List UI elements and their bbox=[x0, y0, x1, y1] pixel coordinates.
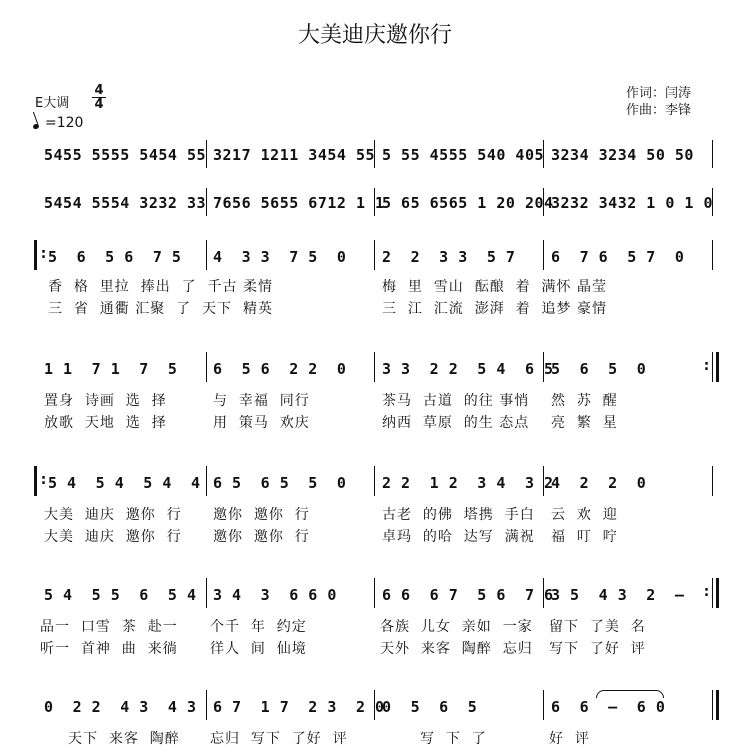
lyric-verse-1: 古老 的佛 塔携 手白 bbox=[382, 507, 535, 523]
repeat-start-dots: : bbox=[39, 470, 49, 488]
lyric-verse-1: 大美 迪庆 邀你 行 bbox=[44, 507, 182, 523]
lyric-verse-2: 邀你 邀你 行 bbox=[213, 529, 310, 545]
lyric-verse-2: 听一 首神 曲 来徜 bbox=[40, 641, 178, 657]
key-signature: E大调 bbox=[35, 96, 70, 111]
measure: 5455 5555 5454 55 bbox=[44, 146, 207, 164]
measure: 3 5 4 3 2 – bbox=[551, 586, 685, 604]
measure: 5 65 6565 1 20 204 bbox=[382, 194, 554, 212]
lyric-verse-1: 与 幸福 同行 bbox=[213, 393, 310, 409]
lyric-verse-2: 卓玛 的哈 达写 满祝 bbox=[382, 529, 535, 545]
lyric: 忘归 写下 了好 评 bbox=[210, 731, 348, 747]
composer-credit: 作曲：李锋 bbox=[626, 103, 692, 118]
measure: 6 5 6 5 5 0 bbox=[213, 474, 347, 492]
measure: 2 2 3 3 5 7 bbox=[382, 248, 516, 266]
measure: 1 1 7 1 7 5 bbox=[44, 360, 178, 378]
measure: 3217 1211 3454 55 bbox=[213, 146, 376, 164]
repeat-start-dots: : bbox=[39, 244, 49, 262]
measure: 6 7 1 7 2 3 2 0 bbox=[213, 698, 385, 716]
lyric: 好 评 bbox=[549, 731, 590, 747]
quarter-note-icon bbox=[32, 123, 39, 130]
measure: 4 2 2 0 bbox=[551, 474, 647, 492]
lyric-verse-2: 大美 迪庆 邀你 行 bbox=[44, 529, 182, 545]
lyric-verse-1: 云 欢 迎 bbox=[551, 507, 618, 523]
measure: 5 55 4555 540 405 bbox=[382, 146, 545, 164]
time-signature-top: 4 bbox=[94, 83, 104, 98]
lyric: 写 下 了 bbox=[420, 731, 487, 747]
measure: 3232 3432 1 0 1 0 bbox=[551, 194, 714, 212]
measure: 0 5 6 5 bbox=[382, 698, 478, 716]
lyric-verse-2: 福 叮 咛 bbox=[551, 529, 618, 545]
repeat-end-dots: : bbox=[702, 356, 712, 374]
measure: 5454 5554 3232 33 bbox=[44, 194, 207, 212]
lyricist-credit: 作词：闫涛 bbox=[626, 86, 692, 101]
lyric-verse-2: 用 策马 欢庆 bbox=[213, 415, 310, 431]
page-title: 大美迪庆邀你行 bbox=[297, 23, 452, 48]
lyric-verse-1: 邀你 邀你 行 bbox=[213, 507, 310, 523]
lyric-verse-2: 写下 了好 评 bbox=[549, 641, 646, 657]
repeat-end-dots: : bbox=[702, 582, 712, 600]
measure: 6 7 6 5 7 0 bbox=[551, 248, 685, 266]
measure: 6 6 – 6 0 bbox=[551, 698, 666, 716]
lyric-verse-1: 梅 里 雪山 酝酿 着 满怀 晶莹 bbox=[382, 279, 607, 295]
lyric-verse-1: 置身 诗画 选 择 bbox=[44, 393, 167, 409]
measure: 6 5 6 2 2 0 bbox=[213, 360, 347, 378]
lyric-verse-2: 天外 来客 陶醉 忘归 bbox=[380, 641, 533, 657]
lyric-verse-2: 纳西 草原 的生 态点 bbox=[382, 415, 530, 431]
measure: 4 3 3 7 5 0 bbox=[213, 248, 347, 266]
measure: 0 2 2 4 3 4 3 bbox=[44, 698, 197, 716]
measure: 3 3 2 2 5 4 6 5 bbox=[382, 360, 554, 378]
time-signature bbox=[92, 84, 106, 111]
lyric-verse-1: 香 格 里拉 捧出 了 千古 柔情 bbox=[48, 279, 273, 295]
lyric-verse-2: 三 省 通衢 汇聚 了 天下 精英 bbox=[48, 301, 273, 317]
lyric-verse-1: 各族 儿女 亲如 一家 bbox=[380, 619, 533, 635]
lyric-verse-1: 茶马 古道 的往 事悄 bbox=[382, 393, 530, 409]
lyric-verse-1: 个千 年 约定 bbox=[210, 619, 307, 635]
measure: 2 2 1 2 3 4 3 2 bbox=[382, 474, 554, 492]
time-signature-bottom: 4 bbox=[92, 97, 106, 111]
measure: 5 4 5 4 5 4 4 bbox=[48, 474, 201, 492]
lyric-verse-2: 三 江 汇流 澎湃 着 追梦 豪情 bbox=[382, 301, 607, 317]
measure: 3234 3234 50 50 bbox=[551, 146, 694, 164]
measure: 5 4 5 5 6 5 4 bbox=[44, 586, 197, 604]
lyric: 天下 来客 陶醉 bbox=[68, 731, 180, 747]
measure: 6 6 6 7 5 6 7 6 bbox=[382, 586, 554, 604]
lyric-verse-2: 亮 繁 星 bbox=[551, 415, 618, 431]
measure: 5 6 5 0 bbox=[551, 360, 647, 378]
measure: 7656 5655 6712 1 1 bbox=[213, 194, 385, 212]
measure: 3 4 3 6 6 0 bbox=[213, 586, 337, 604]
lyric-verse-2: 放歌 天地 选 择 bbox=[44, 415, 167, 431]
tempo-value: =120 bbox=[45, 115, 84, 131]
measure: 5 6 5 6 7 5 bbox=[48, 248, 182, 266]
lyric-verse-1: 品一 口雪 茶 赴一 bbox=[40, 619, 178, 635]
lyric-verse-1: 然 苏 醒 bbox=[551, 393, 618, 409]
tie-mark bbox=[596, 690, 664, 698]
lyric-verse-1: 留下 了美 名 bbox=[549, 619, 646, 635]
tempo-marking bbox=[33, 115, 83, 131]
lyric-verse-2: 徉人 间 仙境 bbox=[210, 641, 307, 657]
